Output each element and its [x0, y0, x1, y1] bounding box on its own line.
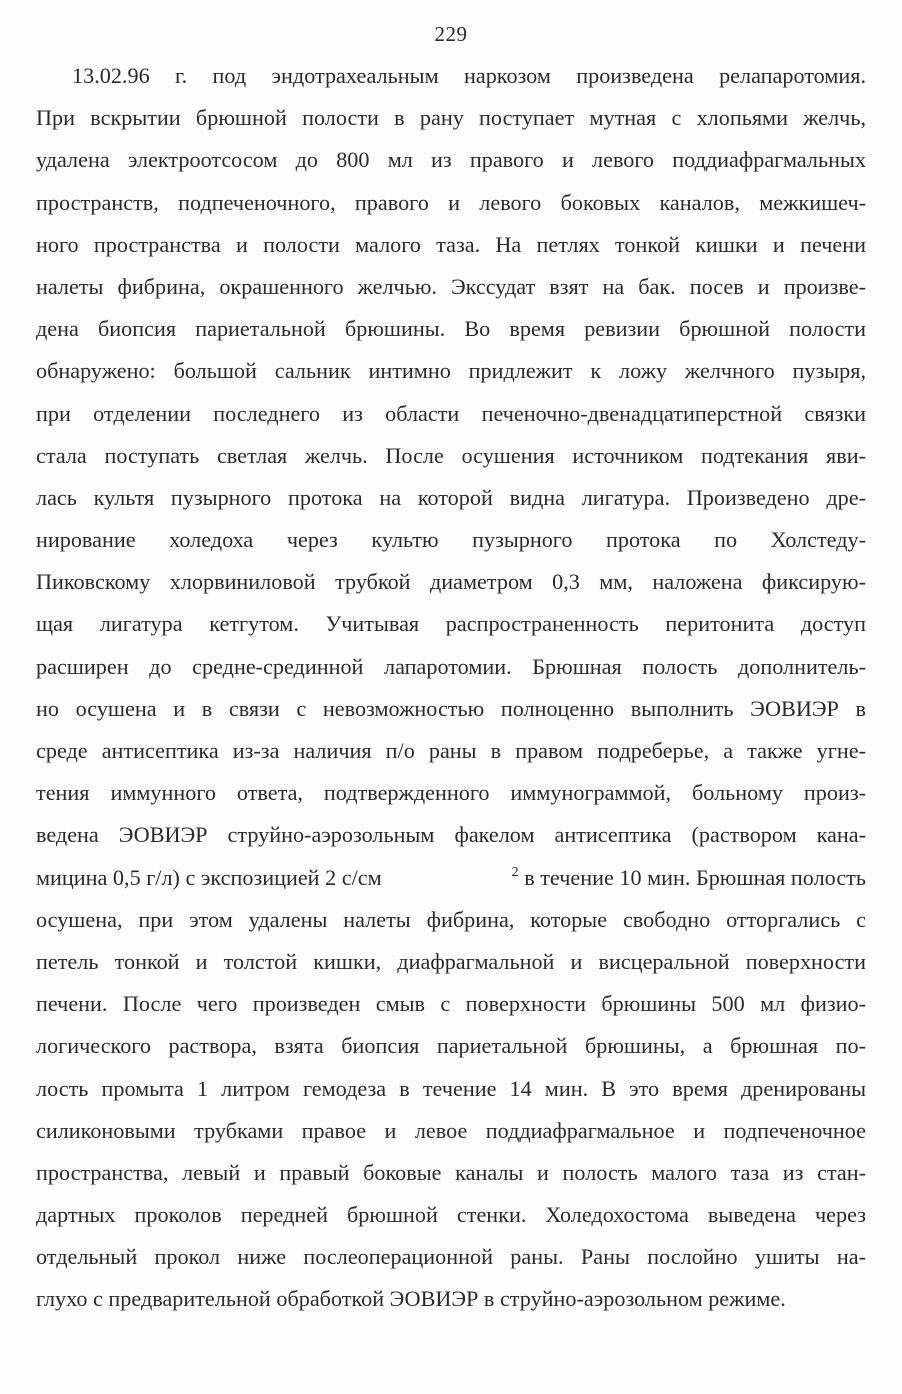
- text-line: стала поступать светлая желчь. После осушения источником подтекания яви-: [36, 442, 866, 468]
- text-line: удалена электроотсосом до 800 мл из правого и левого поддиафрагмальных: [36, 147, 866, 173]
- text-segment-after-sup: [512, 857, 866, 899]
- text-line: налеты фибрина, окрашенного желчью. Экссудат взят на бак. посев и произве-: [36, 273, 866, 299]
- superscript: 2: [511, 864, 519, 880]
- text-line: петель тонкой и толстой кишки, диафрагмальной и висцеральной поверхности: [36, 948, 866, 974]
- text-line: пространства, левый и правый боковые каналы и полость малого таза из стан-: [36, 1159, 866, 1185]
- text-line: лась культя пузырного протока на которой видна лигатура. Произведено дре-: [36, 484, 866, 510]
- text-line: нирование холедоха через культю пузырного протока по Холстеду-: [36, 527, 866, 553]
- text-body: [36, 55, 866, 1321]
- text-line: печени. После чего произведен смыв с поверхности брюшины 500 мл физио-: [36, 991, 866, 1017]
- text-line: отдельный прокол ниже послеоперационной раны. Раны послойно ушиты на-: [36, 1244, 866, 1270]
- text-line-with-superscript: [36, 857, 866, 899]
- text-line: ведена ЭОВИЭР струйно-аэрозольным факелом антисептика (раствором кана-: [36, 822, 866, 848]
- text-segment: мицина 0,5 г/л) с экспозицией 2 с/см: [36, 864, 382, 890]
- text-line: обнаружено: большой сальник интимно придлежит к ложу желчного пузыря,: [36, 358, 866, 384]
- text-line: дена биопсия париетальной брюшины. Во время ревизии брюшной полости: [36, 316, 866, 342]
- text-line: Пиковскому хлорвиниловой трубкой диаметром 0,3 мм, наложена фиксирую-: [36, 569, 866, 595]
- text-line: 13.02.96 г. под эндотрахеальным наркозом произведена релапаротомия.: [72, 63, 866, 88]
- text-line: ного пространства и полости малого таза. На петлях тонкой кишки и печени: [36, 231, 866, 257]
- text-line: осушена, при этом удалены налеты фибрина, которые свободно отторгались с: [36, 906, 866, 932]
- text-line: дартных проколов передней брюшной стенки. Холедохостома выведена через: [36, 1202, 866, 1228]
- text-segment: в течение 10 мин. Брюшная полость: [524, 864, 866, 890]
- text-line: пространств, подпеченочного, правого и левого боковых каналов, межкишеч-: [36, 189, 866, 215]
- text-line: логического раствора, взята биопсия париетальной брюшины, а брюшная по-: [36, 1033, 866, 1059]
- text-line: среде антисептика из-за наличия п/о раны в правом подреберье, а также угне-: [36, 738, 866, 763]
- text-line: глухо с предварительной обработкой ЭОВИЭР в струйно-аэрозольном режиме.: [36, 1286, 786, 1312]
- text-line: При вскрытии брюшной полости в рану поступает мутная с хлопьями желчь,: [36, 105, 866, 131]
- text-line: щая лигатура кетгутом. Учитывая распространенность перитонита доступ: [36, 611, 866, 637]
- page-number: 229: [434, 22, 468, 46]
- text-line: лость промыта 1 литром гемодеза в течение 14 мин. В это время дренированы: [36, 1075, 866, 1101]
- text-line: тения иммунного ответа, подтвержденного иммунограммой, больному произ-: [36, 780, 866, 806]
- text-line: при отделении последнего из области печеночно-двенадцатиперстной связки: [36, 400, 866, 426]
- text-line: силиконовыми трубками правое и левое поддиафрагмальное и подпеченочное: [36, 1117, 866, 1143]
- text-line: но осушена и в связи с невозможностью полноценно выполнить ЭОВИЭР в: [36, 695, 866, 721]
- text-line: расширен до средне-срединной лапаротомии. Брюшная полость дополнитель-: [36, 653, 866, 679]
